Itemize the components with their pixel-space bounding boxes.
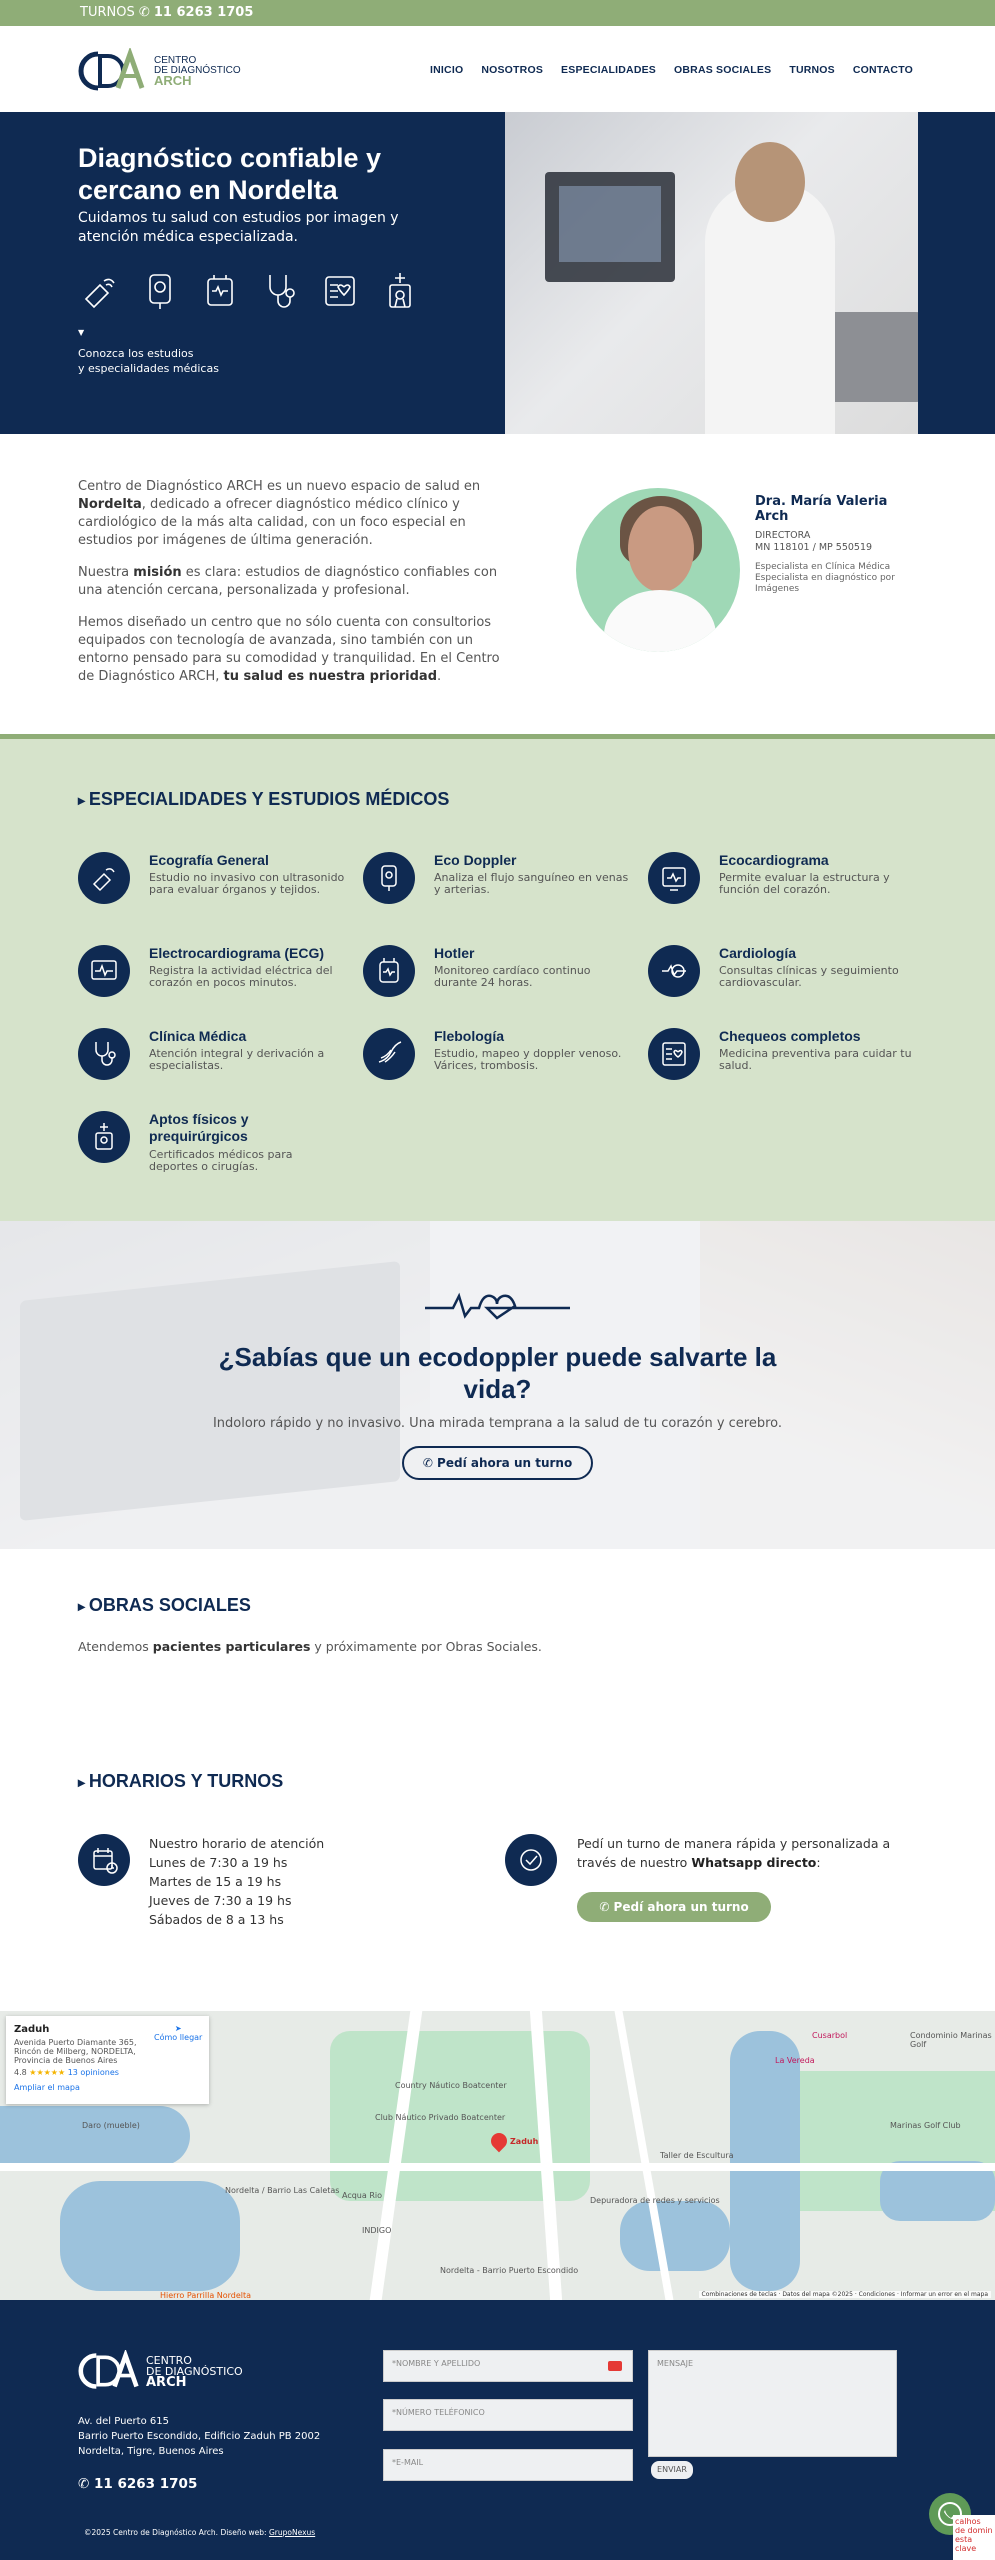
address-line: Nordelta, Tigre, Buenos Aires (78, 2446, 224, 2457)
footer-phone[interactable]: ✆ 11 6263 1705 (78, 2476, 198, 2492)
map-address: Avenida Puerto Diamante 365, Rincón de Milberg, NORDELTA, Provincia de Buenos Aires (14, 2038, 137, 2065)
recaptcha-line: calhos (955, 2517, 981, 2526)
logo-line-2: DE DIAGNÓSTICO (154, 65, 241, 76)
stethoscope-icon (78, 1028, 130, 1080)
nav-nosotros[interactable]: NOSOTROS (481, 64, 544, 76)
calendar-clock-icon (78, 1834, 130, 1886)
certificate-icon (78, 1111, 130, 1163)
footer-logo-text: CENTRO DE DIAGNÓSTICO ARCH (146, 2353, 243, 2390)
site-header (0, 26, 995, 112)
horarios-title: ▸ HORARIOS Y TURNOS (78, 1771, 283, 1792)
logo-line-3: ARCH (154, 73, 192, 88)
logo-line-1: CENTRO (154, 55, 197, 66)
specialty-title: Ecocardiograma (719, 852, 829, 868)
map-label: Hierro Parrilla Nordelta (160, 2291, 252, 2300)
cda-logo-mark (78, 48, 148, 94)
certificate-icon (378, 269, 422, 313)
map-info-card (6, 2016, 209, 2104)
hero-cta-line-1: Conozca los estudios (78, 347, 194, 360)
map-label: Acqua Rio (342, 2191, 382, 2200)
message-field[interactable]: MENSAJE (648, 2350, 897, 2457)
specialty-desc: Registra la actividad eléctrica del corazón en pocos minutos. (149, 964, 333, 989)
name-field[interactable]: *NOMBRE Y APELLIDO (383, 2350, 633, 2382)
logo-text (154, 56, 241, 86)
specialty-title: Aptos físicos y prequirúrgicos (149, 1111, 249, 1144)
horarios-section (0, 1749, 995, 2011)
specialty-title: Hotler (434, 945, 475, 961)
holter-icon (198, 269, 242, 313)
doctor-specialty-2: Especialista en diagnóstico por Imágenes (755, 573, 895, 594)
google-map[interactable] (0, 2011, 995, 2300)
map-label: Nordelta - Barrio Puerto Escondido (440, 2266, 579, 2275)
whatsapp-icon: ✆ (599, 1900, 614, 1914)
heart-monitor-icon (648, 852, 700, 904)
about-paragraph-2: Nuestra misión es clara: estudios de diagnóstico confiables con una atención cercana, personalizada y profesional. (78, 565, 498, 598)
promo-banner (0, 1221, 995, 1549)
map-reviews-link[interactable]: 13 opiniones (67, 2068, 119, 2077)
nav-turnos[interactable]: TURNOS (789, 64, 835, 76)
address-line: Av. del Puerto 615 (78, 2416, 169, 2427)
email-field[interactable]: *E-MAIL (383, 2449, 633, 2481)
nav-inicio[interactable]: INICIO (430, 64, 464, 76)
doctor-coat-graphic (604, 590, 716, 652)
copyright: ©2025 Centro de Diagnóstico Arch. Diseño web: GrupoNexus (84, 2528, 316, 2537)
map-place-name: Zaduh (14, 2024, 50, 2035)
specialty-title: Clínica Médica (149, 1028, 247, 1044)
about-paragraph-3: Hemos diseñado un centro que no sólo cuenta con consultorios equipados con tecnología de avanzada, sino también con un entorno pensado para su comodidad y tranquilidad. En el Centro de Diagnóstico ARCH, tu salud es nuestra prioridad. (78, 615, 500, 684)
main-nav (430, 64, 913, 76)
map-directions-button[interactable]: ➤ Cómo llegar (154, 2024, 203, 2042)
map-label: INDIGO (362, 2226, 392, 2235)
heartbeat-icon (425, 1286, 570, 1322)
schedule-line: Nuestro horario de atención (149, 1836, 325, 1851)
specialty-desc: Analiza el flujo sanguíneo en venas y arterias. (434, 871, 629, 896)
address-line: Barrio Puerto Escondido, Edificio Zaduh PB 2002 (78, 2431, 321, 2442)
schedule-line: Martes de 15 a 19 hs (149, 1874, 282, 1889)
map-label: Taller de Escultura (660, 2151, 734, 2160)
footer-address (78, 2414, 320, 2459)
leg-vein-icon (363, 1028, 415, 1080)
hero-cta-link[interactable] (78, 346, 278, 376)
specialty-desc: Estudio no invasivo con ultrasonido para evaluar órganos y tejidos. (149, 871, 345, 896)
ultrasound-probe-icon (78, 269, 122, 313)
site-logo[interactable] (78, 48, 241, 94)
map-label: Cusarbol (812, 2031, 848, 2040)
specialties-title: ▸ ESPECIALIDADES Y ESTUDIOS MÉDICOS (78, 789, 449, 810)
doctor-license: MN 118101 / MP 550519 (755, 542, 873, 553)
specialty-desc: Consultas clínicas y seguimiento cardiovascular. (719, 964, 899, 989)
autofill-icon (608, 2361, 622, 2371)
map-water (620, 2201, 730, 2271)
promo-turno-button[interactable] (402, 1446, 593, 1480)
recaptcha-badge[interactable] (953, 2515, 995, 2560)
map-label: Club Náutico Privado Boatcenter (375, 2113, 506, 2122)
whatsapp-icon: ✆ (422, 1456, 438, 1470)
doctor-info (755, 494, 925, 595)
map-road (0, 2163, 995, 2171)
map-attribution: Combinaciones de teclas · Datos del mapa ©2025 · Condiciones · Informar un error en el mapa (699, 2291, 991, 2298)
doctor-name: Dra. María Valeria Arch (755, 494, 888, 524)
doppler-device-icon (138, 269, 182, 313)
promo-text: Indoloro rápido y no invasivo. Una mirada temprana a la salud de tu corazón y cerebro. (212, 1416, 783, 1431)
specialty-desc: Atención integral y derivación a especialistas. (149, 1047, 325, 1072)
schedule-line: Jueves de 7:30 a 19 hs (149, 1893, 292, 1908)
map-label: Country Náutico Boatcenter (395, 2081, 507, 2090)
specialties-section (0, 739, 995, 1221)
send-button[interactable]: ENVIAR (651, 2461, 693, 2479)
nav-especialidades[interactable]: ESPECIALIDADES (561, 64, 657, 76)
map-label: Daro (mueble) (82, 2121, 140, 2130)
schedule-line: Sábados de 8 a 13 hs (149, 1912, 284, 1927)
hero-cta-line-2: y especialidades médicas (78, 362, 219, 375)
whatsapp-icon: ✆ (138, 5, 150, 20)
whatsapp-turno-button[interactable] (577, 1892, 771, 1922)
doppler-device-icon (363, 852, 415, 904)
specialty-title: Ecografía General (149, 852, 269, 868)
promo-button-label: Pedí ahora un turno (437, 1456, 573, 1470)
specialty-title: Chequeos completos (719, 1028, 861, 1044)
site-footer (0, 2300, 995, 2560)
recaptcha-line: de domin (955, 2526, 993, 2535)
specialty-desc: Certificados médicos para deportes o cirugías. (149, 1148, 293, 1173)
hero-section (0, 112, 995, 434)
designer-link[interactable]: GrupoNexus (268, 2528, 316, 2537)
checklist-heart-icon (318, 269, 362, 313)
map-pin-label: Zaduh (510, 2137, 539, 2146)
obras-text: Atendemos pacientes particulares y próximamente por Obras Sociales. (78, 1639, 542, 1654)
map-label: Condominio Marinas Golf (910, 2031, 992, 2049)
specialty-desc: Estudio, mapeo y doppler venoso. Várices, trombosis. (434, 1047, 622, 1072)
doctor-face-graphic (628, 506, 694, 592)
specialty-title: Electrocardiograma (ECG) (149, 945, 325, 961)
doctor-specialty-1: Especialista en Clínica Médica (755, 562, 891, 572)
ecg-screen-icon (78, 945, 130, 997)
checkup-icon (648, 1028, 700, 1080)
phone-field[interactable]: *NÚMERO TELÉFONICO (383, 2399, 633, 2431)
doctor-role: DIRECTORA (755, 530, 811, 541)
doctor-head-graphic (735, 142, 805, 222)
specialty-desc: Medicina preventiva para cuidar tu salud. (719, 1047, 912, 1072)
map-label: La Vereda (775, 2056, 815, 2065)
whatsapp-turno-label: Pedí ahora un turno (613, 1900, 749, 1914)
ultrasound-machine-graphic (545, 172, 675, 282)
ultrasound-probe-icon (78, 852, 130, 904)
holter-icon (363, 945, 415, 997)
cardiology-icon (648, 945, 700, 997)
promo-title: ¿Sabías que un ecodoppler puede salvarte la vida? (218, 1342, 777, 1404)
schedule-line: Lunes de 7:30 a 19 hs (149, 1855, 288, 1870)
chevron-down-icon[interactable]: ▼ (78, 328, 85, 337)
nav-obras-sociales[interactable]: OBRAS SOCIALES (674, 64, 772, 76)
doctor-photo (576, 488, 740, 652)
cda-logo-mark (78, 2350, 142, 2392)
obras-sociales-section (0, 1549, 995, 1749)
turnos-label: TURNOS (80, 5, 135, 20)
top-bar (0, 0, 995, 26)
recaptcha-line: esta clave (955, 2535, 977, 2553)
hero-photo (505, 112, 918, 434)
map-water (730, 2031, 800, 2291)
map-rating: 4.8 ★★★★★ 13 opiniones (14, 2068, 119, 2077)
topbar-phone-link[interactable]: 11 6263 1705 (153, 5, 254, 20)
obras-title: ▸ OBRAS SOCIALES (78, 1595, 251, 1616)
nav-contacto[interactable]: CONTACTO (852, 64, 913, 76)
stethoscope-icon (258, 269, 302, 313)
hero-subtitle: Cuidamos tu salud con estudios por imagen y atención médica especializada. (78, 210, 399, 245)
specialty-title: Eco Doppler (434, 852, 517, 868)
map-label: Depuradora de redes y servicios (590, 2196, 720, 2205)
specialty-desc: Monitoreo cardíaco continuo durante 24 horas. (434, 964, 591, 989)
check-circle-icon (505, 1834, 557, 1886)
specialty-desc: Permite evaluar la estructura y función del corazón. (719, 871, 890, 896)
about-section (0, 434, 995, 734)
map-water (60, 2181, 240, 2291)
about-paragraph-1: Centro de Diagnóstico ARCH es un nuevo espacio de salud en Nordelta, dedicado a ofrecer diagnóstico médico clínico y cardiológico de la más alta calidad, con un foco especial en estudios por imágenes de última generación. (78, 479, 481, 548)
hero-icons-row (78, 269, 422, 313)
hero-title: Diagnóstico confiable y cercano en Nordelta (78, 143, 382, 205)
map-water (0, 2106, 190, 2166)
map-enlarge-link[interactable]: Ampliar el mapa (14, 2083, 80, 2092)
footer-logo[interactable] (78, 2350, 243, 2392)
map-label: Nordelta / Barrio Las Caletas (225, 2186, 340, 2195)
directions-icon: ➤ (174, 2024, 182, 2033)
turno-text: Pedí un turno de manera rápida y personalizada a través de nuestro Whatsapp directo: (577, 1836, 891, 1870)
schedule-list (149, 1834, 324, 1929)
whatsapp-icon: ✆ (78, 2476, 95, 2492)
map-label: Marinas Golf Club (890, 2121, 961, 2130)
specialty-title: Flebología (434, 1028, 504, 1044)
specialty-title: Cardiología (719, 945, 797, 961)
about-text (78, 478, 504, 700)
